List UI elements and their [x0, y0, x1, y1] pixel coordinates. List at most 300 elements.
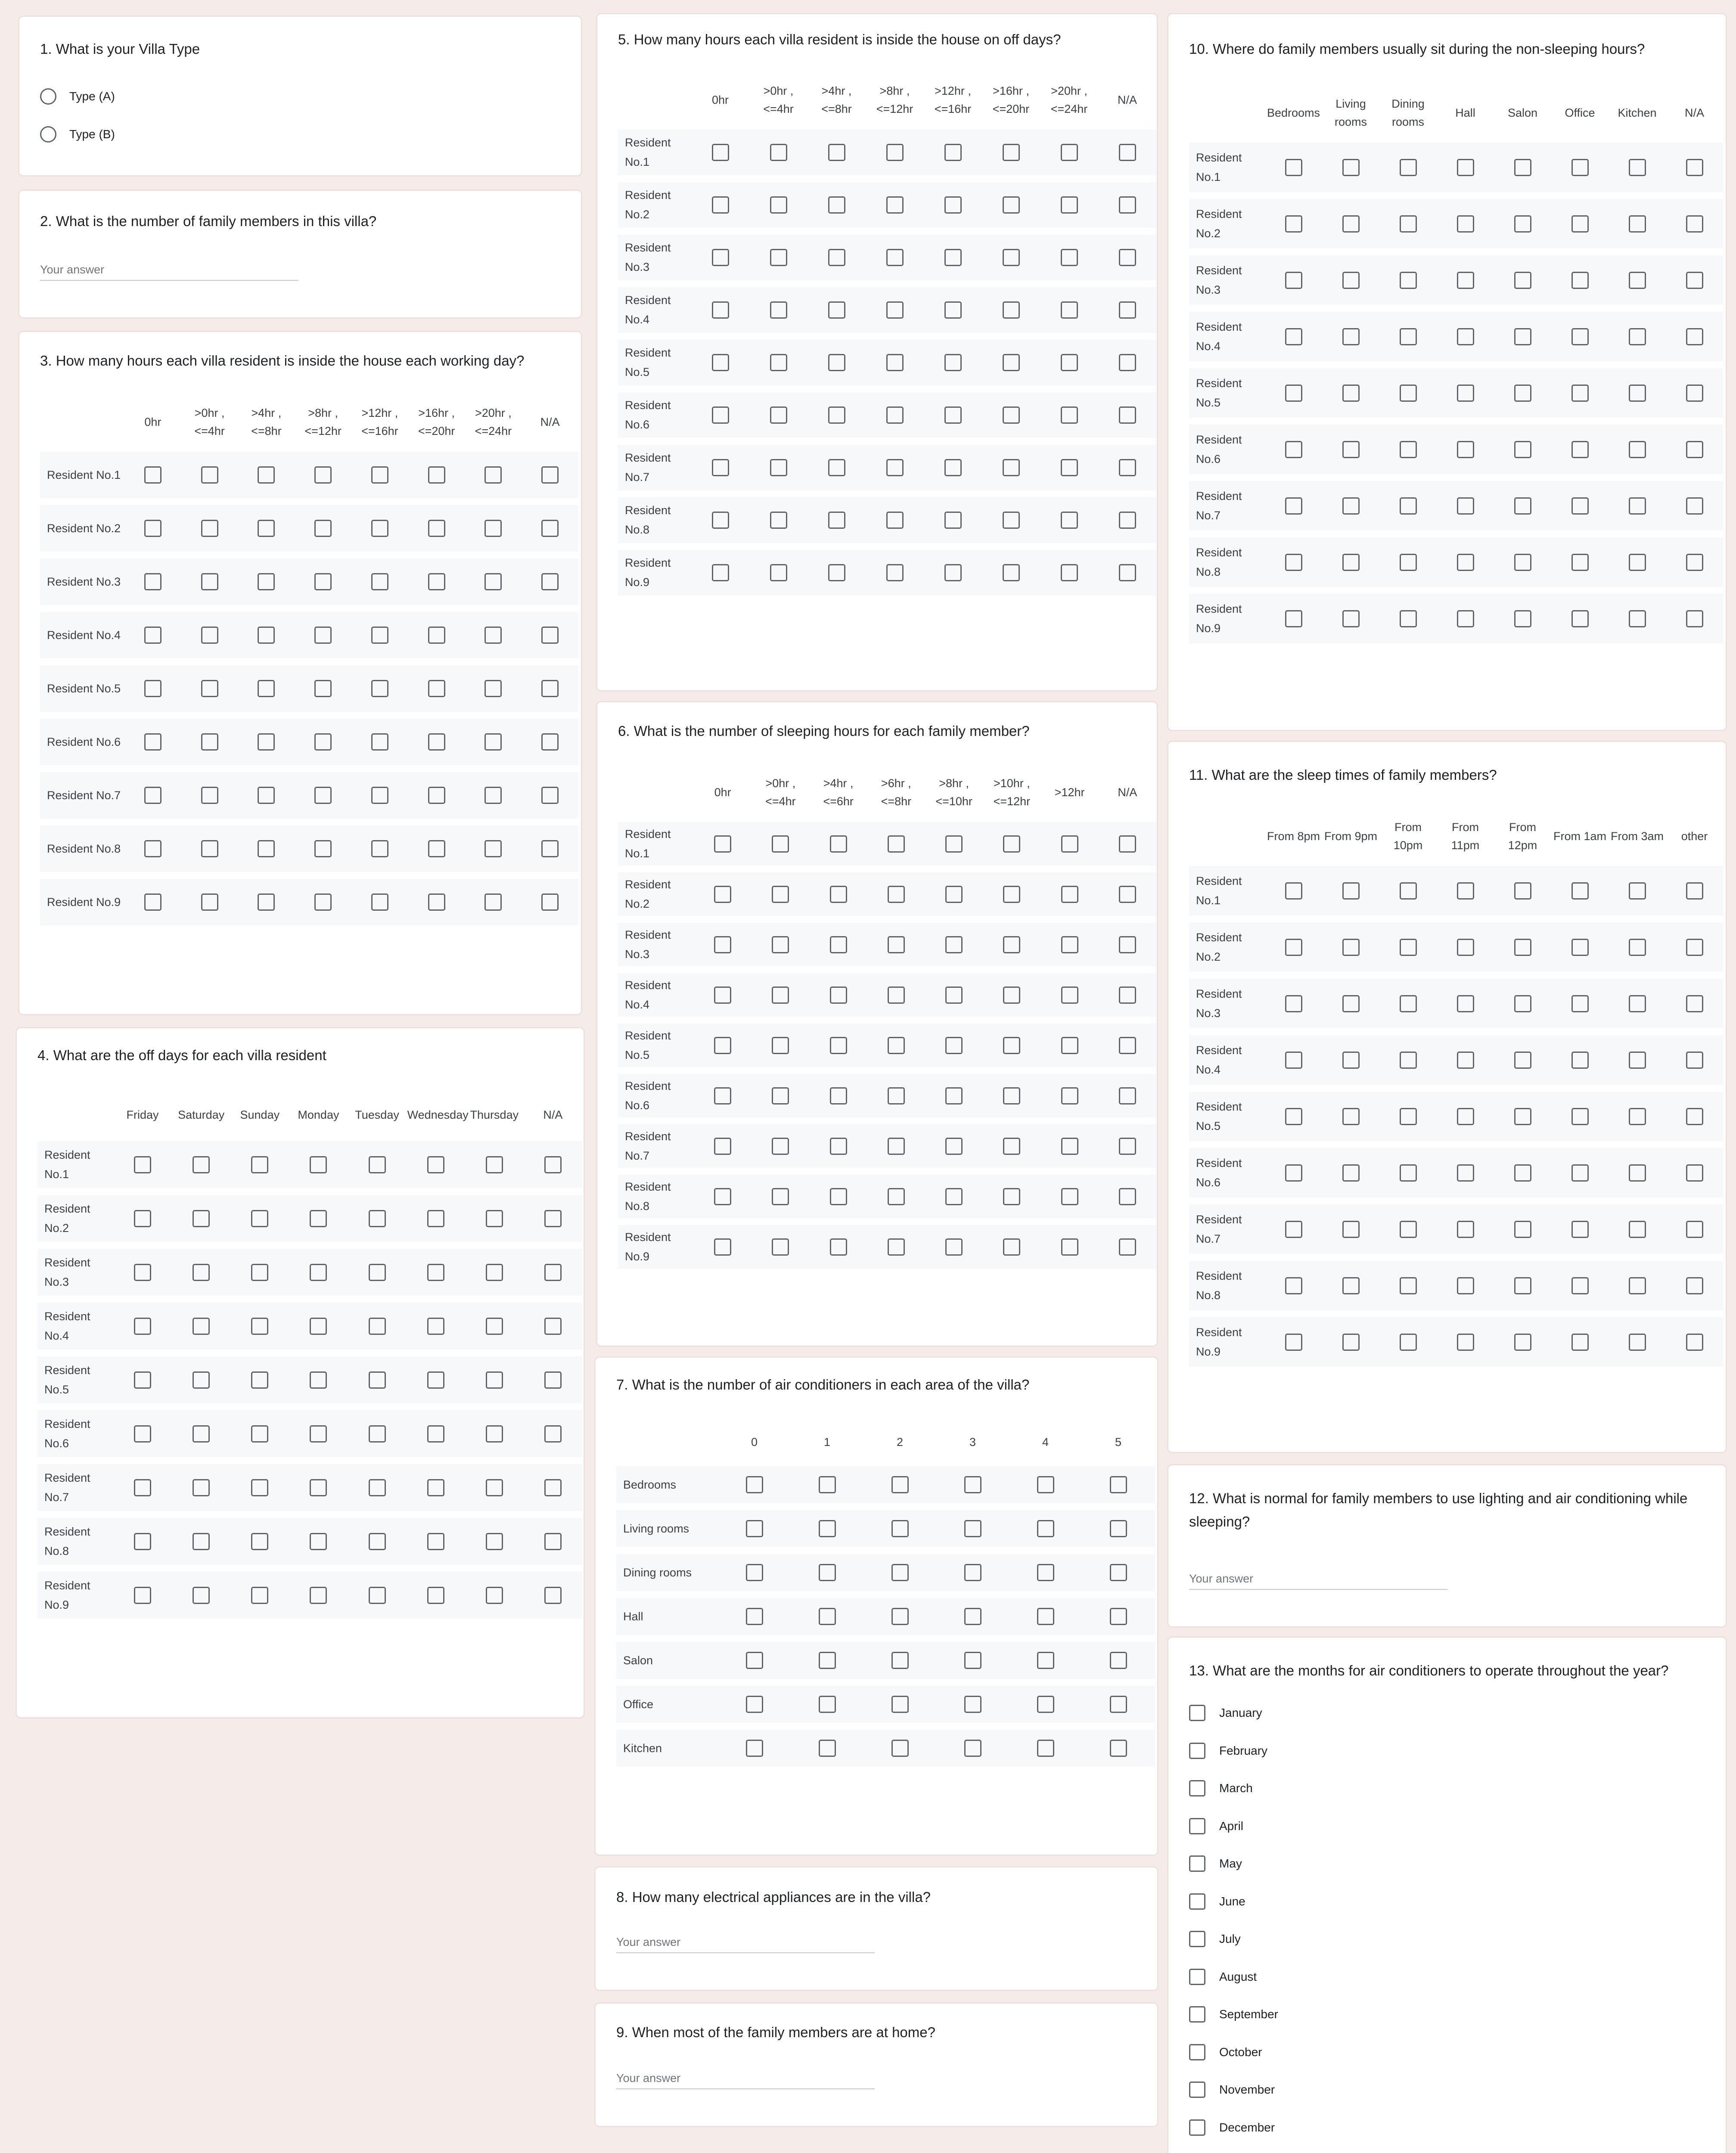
checkbox[interactable] [310, 1210, 327, 1227]
checkbox[interactable] [1342, 441, 1360, 458]
checkbox[interactable] [1400, 1108, 1417, 1125]
checkbox[interactable] [541, 680, 559, 697]
checkbox[interactable] [770, 564, 787, 581]
checkbox[interactable] [1285, 1277, 1302, 1294]
checkbox[interactable] [886, 144, 904, 161]
checkbox[interactable] [1003, 564, 1020, 581]
checkbox[interactable] [1686, 1277, 1703, 1294]
checkbox[interactable] [1629, 1108, 1646, 1125]
checkbox[interactable] [1514, 385, 1531, 402]
checkbox[interactable] [193, 1210, 210, 1227]
checkbox[interactable] [1514, 1334, 1531, 1351]
checkbox[interactable] [1003, 406, 1020, 424]
checkbox[interactable] [1571, 1334, 1589, 1351]
checkbox[interactable] [544, 1318, 562, 1335]
checkbox[interactable] [1285, 610, 1302, 627]
checkbox[interactable] [1457, 272, 1474, 289]
checkbox[interactable] [1003, 1087, 1020, 1104]
checkbox[interactable] [369, 1587, 386, 1604]
checkbox[interactable] [1342, 215, 1360, 233]
checkbox[interactable] [258, 840, 275, 857]
checkbox[interactable] [371, 466, 388, 484]
checkbox[interactable] [1285, 385, 1302, 402]
checkbox[interactable] [144, 733, 161, 751]
checkbox[interactable] [714, 886, 731, 903]
checkbox[interactable] [772, 886, 789, 903]
checkbox[interactable] [1514, 882, 1531, 900]
checkbox[interactable] [193, 1264, 210, 1281]
checkbox[interactable] [1285, 1164, 1302, 1182]
checkbox[interactable] [891, 1520, 909, 1537]
checkbox[interactable] [828, 196, 845, 214]
checkbox[interactable] [1285, 882, 1302, 900]
checkbox[interactable] [1061, 512, 1078, 529]
checkbox[interactable] [1119, 249, 1136, 266]
checkbox[interactable] [1457, 1052, 1474, 1069]
checkbox[interactable] [1285, 1108, 1302, 1125]
checkbox[interactable] [1400, 882, 1417, 900]
checkbox[interactable] [1003, 886, 1020, 903]
checkbox[interactable] [193, 1318, 210, 1335]
checkbox[interactable] [1571, 1221, 1589, 1238]
checkbox[interactable] [1342, 1334, 1360, 1351]
checkbox[interactable] [1686, 1108, 1703, 1125]
checkbox[interactable] [251, 1533, 268, 1550]
checkbox[interactable] [1342, 159, 1360, 176]
checkbox[interactable] [1457, 882, 1474, 900]
checkbox[interactable] [1457, 497, 1474, 515]
checkbox[interactable] [886, 406, 904, 424]
checkbox[interactable] [1400, 1221, 1417, 1238]
checkbox[interactable] [1003, 936, 1020, 953]
checkbox[interactable] [371, 787, 388, 804]
checkbox[interactable] [944, 564, 962, 581]
checkbox[interactable] [1003, 512, 1020, 529]
checkbox[interactable] [1189, 1743, 1205, 1759]
checkbox[interactable] [1061, 1037, 1078, 1054]
checkbox[interactable] [314, 893, 332, 911]
checkbox[interactable] [251, 1479, 268, 1496]
checkbox[interactable] [258, 573, 275, 590]
checkbox[interactable] [886, 196, 904, 214]
checkbox[interactable] [1037, 1564, 1054, 1581]
checkbox[interactable] [427, 1587, 444, 1604]
checkbox[interactable] [258, 787, 275, 804]
checkbox[interactable] [1342, 554, 1360, 571]
checkbox[interactable] [1400, 159, 1417, 176]
checkbox[interactable] [886, 459, 904, 476]
checkbox[interactable] [201, 787, 218, 804]
checkbox[interactable] [746, 1564, 763, 1581]
checkbox[interactable] [714, 835, 731, 853]
checkbox[interactable] [772, 1037, 789, 1054]
checkbox[interactable] [772, 835, 789, 853]
checkbox[interactable] [369, 1264, 386, 1281]
checkbox[interactable] [1457, 1334, 1474, 1351]
checkbox[interactable] [428, 520, 445, 537]
checkbox[interactable] [310, 1587, 327, 1604]
checkbox[interactable] [1003, 459, 1020, 476]
checkbox[interactable] [486, 1156, 503, 1173]
checkbox[interactable] [888, 1037, 905, 1054]
checkbox[interactable] [772, 1138, 789, 1155]
checkbox[interactable] [1189, 1893, 1205, 1910]
checkbox[interactable] [484, 466, 502, 484]
checkbox[interactable] [714, 987, 731, 1004]
checkbox[interactable] [1514, 497, 1531, 515]
checkbox[interactable] [1285, 554, 1302, 571]
checkbox[interactable] [819, 1696, 836, 1713]
checkbox[interactable] [770, 406, 787, 424]
checkbox[interactable] [1686, 995, 1703, 1012]
checkbox[interactable] [1285, 1052, 1302, 1069]
checkbox[interactable] [486, 1210, 503, 1227]
checkbox[interactable] [427, 1210, 444, 1227]
checkbox[interactable] [144, 680, 161, 697]
checkbox[interactable] [1110, 1476, 1127, 1493]
checkbox[interactable] [541, 787, 559, 804]
checkbox[interactable] [1189, 1818, 1205, 1834]
answer-field[interactable] [616, 1932, 875, 1953]
checkbox[interactable] [1571, 939, 1589, 956]
checkbox[interactable] [144, 627, 161, 644]
checkbox[interactable] [1003, 301, 1020, 319]
checkbox[interactable] [1285, 215, 1302, 233]
checkbox[interactable] [484, 840, 502, 857]
checkbox[interactable] [1686, 159, 1703, 176]
checkbox[interactable] [484, 893, 502, 911]
checkbox[interactable] [486, 1533, 503, 1550]
checkbox[interactable] [1285, 1221, 1302, 1238]
checkbox[interactable] [1342, 1052, 1360, 1069]
checkbox[interactable] [1514, 328, 1531, 345]
checkbox[interactable] [1400, 995, 1417, 1012]
checkbox[interactable] [1400, 554, 1417, 571]
checkbox[interactable] [310, 1318, 327, 1335]
checkbox[interactable] [830, 1087, 847, 1104]
checkbox[interactable] [1514, 610, 1531, 627]
checkbox[interactable] [1457, 328, 1474, 345]
checkbox[interactable] [1061, 196, 1078, 214]
checkbox[interactable] [1457, 995, 1474, 1012]
checkbox[interactable] [945, 1087, 963, 1104]
checkbox[interactable] [193, 1587, 210, 1604]
checkbox[interactable] [944, 144, 962, 161]
checkbox[interactable] [310, 1425, 327, 1443]
checkbox[interactable] [830, 1188, 847, 1205]
checkbox[interactable] [1457, 939, 1474, 956]
checkbox[interactable] [1003, 1138, 1020, 1155]
checkbox[interactable] [1189, 1855, 1205, 1872]
checkbox[interactable] [310, 1156, 327, 1173]
checkbox[interactable] [1119, 1138, 1136, 1155]
checkbox[interactable] [746, 1652, 763, 1669]
checkbox[interactable] [712, 459, 729, 476]
checkbox[interactable] [144, 520, 161, 537]
checkbox[interactable] [1003, 1188, 1020, 1205]
checkbox[interactable] [144, 893, 161, 911]
checkbox[interactable] [134, 1371, 151, 1389]
checkbox[interactable] [714, 1138, 731, 1155]
checkbox[interactable] [314, 573, 332, 590]
checkbox[interactable] [712, 512, 729, 529]
checkbox[interactable] [1342, 1277, 1360, 1294]
checkbox[interactable] [1285, 939, 1302, 956]
checkbox[interactable] [258, 466, 275, 484]
checkbox[interactable] [427, 1264, 444, 1281]
checkbox[interactable] [1514, 159, 1531, 176]
checkbox[interactable] [1119, 1238, 1136, 1256]
checkbox[interactable] [1400, 939, 1417, 956]
checkbox[interactable] [1457, 385, 1474, 402]
month-option[interactable] [1189, 1818, 1243, 1834]
checkbox[interactable] [1686, 882, 1703, 900]
checkbox[interactable] [369, 1371, 386, 1389]
checkbox[interactable] [134, 1210, 151, 1227]
checkbox[interactable] [544, 1533, 562, 1550]
month-option[interactable] [1189, 2006, 1278, 2023]
radio-button[interactable] [40, 88, 56, 105]
checkbox[interactable] [193, 1479, 210, 1496]
checkbox[interactable] [819, 1564, 836, 1581]
checkbox[interactable] [1514, 1052, 1531, 1069]
checkbox[interactable] [144, 466, 161, 484]
checkbox[interactable] [1061, 886, 1078, 903]
checkbox[interactable] [945, 987, 963, 1004]
checkbox[interactable] [712, 406, 729, 424]
checkbox[interactable] [746, 1520, 763, 1537]
checkbox[interactable] [944, 459, 962, 476]
checkbox[interactable] [1037, 1608, 1054, 1625]
checkbox[interactable] [251, 1371, 268, 1389]
checkbox[interactable] [945, 936, 963, 953]
checkbox[interactable] [1686, 1221, 1703, 1238]
checkbox[interactable] [369, 1425, 386, 1443]
checkbox[interactable] [1686, 497, 1703, 515]
checkbox[interactable] [371, 840, 388, 857]
checkbox[interactable] [1629, 1221, 1646, 1238]
checkbox[interactable] [1037, 1696, 1054, 1713]
answer-input[interactable] [40, 260, 298, 281]
checkbox[interactable] [1457, 1221, 1474, 1238]
checkbox[interactable] [314, 840, 332, 857]
checkbox[interactable] [484, 627, 502, 644]
checkbox[interactable] [770, 301, 787, 319]
checkbox[interactable] [1061, 835, 1078, 853]
checkbox[interactable] [428, 466, 445, 484]
checkbox[interactable] [427, 1479, 444, 1496]
checkbox[interactable] [1110, 1608, 1127, 1625]
checkbox[interactable] [193, 1425, 210, 1443]
checkbox[interactable] [1189, 2082, 1205, 2098]
checkbox[interactable] [828, 512, 845, 529]
checkbox[interactable] [544, 1479, 562, 1496]
checkbox[interactable] [1003, 354, 1020, 371]
checkbox[interactable] [746, 1696, 763, 1713]
checkbox[interactable] [964, 1608, 981, 1625]
checkbox[interactable] [371, 893, 388, 911]
checkbox[interactable] [944, 512, 962, 529]
checkbox[interactable] [251, 1587, 268, 1604]
checkbox[interactable] [428, 733, 445, 751]
checkbox[interactable] [712, 354, 729, 371]
checkbox[interactable] [770, 249, 787, 266]
checkbox[interactable] [310, 1264, 327, 1281]
checkbox[interactable] [428, 840, 445, 857]
checkbox[interactable] [1061, 564, 1078, 581]
checkbox[interactable] [1285, 272, 1302, 289]
answer-field[interactable] [40, 260, 298, 281]
checkbox[interactable] [1003, 196, 1020, 214]
checkbox[interactable] [134, 1156, 151, 1173]
checkbox[interactable] [712, 249, 729, 266]
checkbox[interactable] [945, 835, 963, 853]
checkbox[interactable] [1571, 328, 1589, 345]
checkbox[interactable] [1342, 1164, 1360, 1182]
checkbox[interactable] [369, 1156, 386, 1173]
checkbox[interactable] [1119, 987, 1136, 1004]
checkbox[interactable] [1686, 328, 1703, 345]
checkbox[interactable] [258, 733, 275, 751]
checkbox[interactable] [1342, 995, 1360, 1012]
checkbox[interactable] [544, 1587, 562, 1604]
checkbox[interactable] [1342, 1221, 1360, 1238]
checkbox[interactable] [251, 1210, 268, 1227]
checkbox[interactable] [134, 1533, 151, 1550]
checkbox[interactable] [964, 1652, 981, 1669]
checkbox[interactable] [251, 1264, 268, 1281]
checkbox[interactable] [1629, 159, 1646, 176]
checkbox[interactable] [964, 1476, 981, 1493]
checkbox[interactable] [1457, 441, 1474, 458]
checkbox[interactable] [1119, 1188, 1136, 1205]
checkbox[interactable] [770, 512, 787, 529]
checkbox[interactable] [1285, 159, 1302, 176]
checkbox[interactable] [1342, 328, 1360, 345]
checkbox[interactable] [1285, 497, 1302, 515]
checkbox[interactable] [1514, 995, 1531, 1012]
checkbox[interactable] [1119, 1037, 1136, 1054]
checkbox[interactable] [819, 1740, 836, 1757]
checkbox[interactable] [1400, 215, 1417, 233]
checkbox[interactable] [314, 787, 332, 804]
checkbox[interactable] [772, 936, 789, 953]
checkbox[interactable] [772, 1238, 789, 1256]
checkbox[interactable] [886, 564, 904, 581]
checkbox[interactable] [828, 144, 845, 161]
checkbox[interactable] [714, 1188, 731, 1205]
checkbox[interactable] [1571, 995, 1589, 1012]
checkbox[interactable] [945, 1188, 963, 1205]
checkbox[interactable] [314, 733, 332, 751]
checkbox[interactable] [484, 520, 502, 537]
checkbox[interactable] [1571, 385, 1589, 402]
checkbox[interactable] [1003, 144, 1020, 161]
checkbox[interactable] [369, 1210, 386, 1227]
checkbox[interactable] [828, 354, 845, 371]
checkbox[interactable] [1061, 301, 1078, 319]
checkbox[interactable] [772, 1087, 789, 1104]
checkbox[interactable] [486, 1425, 503, 1443]
checkbox[interactable] [1686, 1164, 1703, 1182]
checkbox[interactable] [134, 1425, 151, 1443]
checkbox[interactable] [886, 301, 904, 319]
checkbox[interactable] [541, 520, 559, 537]
month-option[interactable] [1189, 2119, 1275, 2136]
checkbox[interactable] [484, 787, 502, 804]
checkbox[interactable] [830, 835, 847, 853]
checkbox[interactable] [1119, 886, 1136, 903]
checkbox[interactable] [1629, 1052, 1646, 1069]
checkbox[interactable] [427, 1371, 444, 1389]
checkbox[interactable] [1457, 1108, 1474, 1125]
checkbox[interactable] [201, 893, 218, 911]
checkbox[interactable] [201, 573, 218, 590]
checkbox[interactable] [369, 1533, 386, 1550]
checkbox[interactable] [888, 1188, 905, 1205]
checkbox[interactable] [1400, 1164, 1417, 1182]
checkbox[interactable] [544, 1156, 562, 1173]
checkbox[interactable] [1686, 272, 1703, 289]
checkbox[interactable] [1629, 441, 1646, 458]
checkbox[interactable] [1342, 939, 1360, 956]
checkbox[interactable] [486, 1371, 503, 1389]
checkbox[interactable] [888, 1238, 905, 1256]
checkbox[interactable] [888, 1087, 905, 1104]
checkbox[interactable] [1514, 1164, 1531, 1182]
checkbox[interactable] [541, 573, 559, 590]
checkbox[interactable] [1400, 1052, 1417, 1069]
checkbox[interactable] [1629, 1277, 1646, 1294]
checkbox[interactable] [830, 886, 847, 903]
checkbox[interactable] [828, 564, 845, 581]
checkbox[interactable] [1119, 459, 1136, 476]
checkbox[interactable] [1061, 406, 1078, 424]
radio-button[interactable] [40, 126, 56, 143]
checkbox[interactable] [1629, 610, 1646, 627]
checkbox[interactable] [1686, 554, 1703, 571]
checkbox[interactable] [484, 573, 502, 590]
month-option[interactable] [1189, 2082, 1275, 2098]
checkbox[interactable] [428, 680, 445, 697]
checkbox[interactable] [1003, 835, 1020, 853]
checkbox[interactable] [1189, 1931, 1205, 1947]
checkbox[interactable] [886, 354, 904, 371]
checkbox[interactable] [1514, 554, 1531, 571]
answer-field[interactable] [1189, 1569, 1447, 1590]
checkbox[interactable] [1110, 1696, 1127, 1713]
checkbox[interactable] [746, 1608, 763, 1625]
checkbox[interactable] [1629, 328, 1646, 345]
checkbox[interactable] [371, 520, 388, 537]
checkbox[interactable] [714, 1238, 731, 1256]
checkbox[interactable] [964, 1564, 981, 1581]
checkbox[interactable] [1686, 215, 1703, 233]
checkbox[interactable] [964, 1740, 981, 1757]
checkbox[interactable] [134, 1479, 151, 1496]
checkbox[interactable] [201, 466, 218, 484]
checkbox[interactable] [828, 301, 845, 319]
checkbox[interactable] [1400, 497, 1417, 515]
checkbox[interactable] [541, 893, 559, 911]
checkbox[interactable] [1189, 2044, 1205, 2060]
checkbox[interactable] [371, 680, 388, 697]
checkbox[interactable] [888, 936, 905, 953]
checkbox[interactable] [314, 627, 332, 644]
checkbox[interactable] [944, 196, 962, 214]
checkbox[interactable] [891, 1696, 909, 1713]
checkbox[interactable] [486, 1587, 503, 1604]
